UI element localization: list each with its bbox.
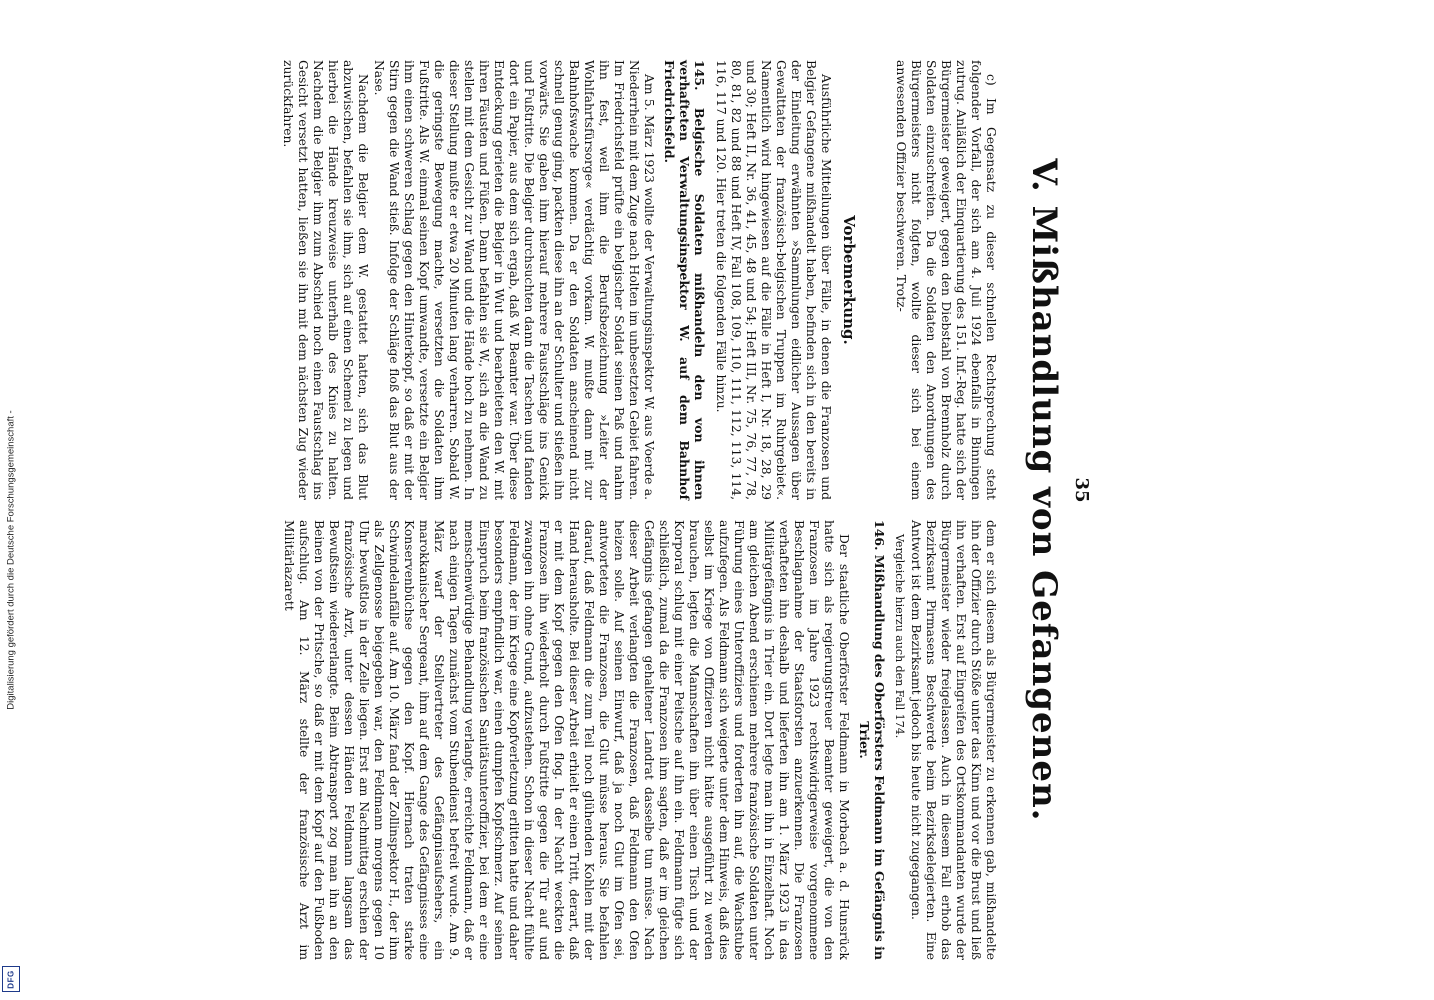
cross-reference: Vergleiche hierzu auch den Fall 174.: [893, 534, 906, 739]
chapter-title: V. Mißhandlung von Gefangenen.: [1024, 158, 1064, 822]
case-146-paragraph-1: Der staatliche Oberförster Feldmann in Morbach a. d. Hunsrück hatte sich als regierungstreuer Beamter geweigert, die von den Franzosen im Jahre 1923 rechtswidrigerweise vorgenommene Beschlagnahme der Staatsforsten anzuerkennen. Die Franzosen verhafteten ihn deshalb und lieferten ihn am 1. März 1923 in das Militärgefängnis in Trier ein. Dort legte man ihn in Einzelhaft. Noch am gleichen Abend erschienen mehrere französische Soldaten unter Führung eines Unteroffiziers und forderten ihn auf, die Wachstube aufzufegen. Als Feldmann sich weigerte unter dem Hinweis, daß dies selbst im Kriege von Offizieren nicht hätte ausgeführt zu werden brauchen, legten die Mannschaften ihn über einen Tisch und der Korporal schlug mit einer Peitsche auf ihn ein. Feldmann fügte sich schließlich, zumal da die Franzosen ihm sagten, daß er im gleichen Gefängnis gefangen gehaltener Landrat dasselbe tun müsse. Nach dieser Arbeit verlangten die Franzosen, daß Feldmann den Ofen heizen solle. Auf seinen Einwurf, daß ja noch Glut im Ofen sei, antworteten die Franzosen, die Glut müsse heraus. Sie befahlen darauf, daß Feldmann die zum Teil noch glühenden Kohlen mit der Hand herausholte. Bei dieser Arbeit erhielt er einen Tritt, derart, daß er mit dem Kopf gegen den Ofen flog. In der Nacht weckten die Franzosen ihn wiederholt durch Fußtritte gegen die Tür auf und zwangen ihn ohne Grund, aufzustehen. Schon in dieser Nacht fühlte Feldmann, der im Kriege eine Kopfverletzung erlitten hatte und daher besonders empfindlich war, einen dumpfen Kopfschmerz. Auf seinen Einspruch beim französischen Sanitätsunteroffizier, bei dem er eine menschenwürdige Behandlung verlangte, erreichte Feldmann, daß er nach einigen Tagen zunächst vom Stubendienst befreit wurde. Am 9. März warf der Stellvertreter des Gefängnisaufsehers, ein marokkanischer Sergeant, ihm auf dem Gange des Gefängnisses eine Konservenbüchse gegen den Kopf. Hiernach traten starke Schwindelanfälle auf. Am 10. März fand der Zollinspektor H., der ihm als Zellgenosse beigegeben war, den Feldmann morgens gegen 10 Uhr bewußtlos in der Zelle liegen. Erst am Nachmittag erschien der französische Arzt, unter dessen Händen Feldmann langsam das Bewußtsein wiedererlangte. Beim Abtransport zog man ihn an den Beinen von der Pritsche, so daß er mit dem Kopf auf den Fußboden aufschlug. Am 12. März stellte der französische Arzt im Militärlazarett: [282, 520, 851, 960]
case-145-paragraph-1: Am 5. März 1923 wollte der Verwaltungsinspektor W. aus Voerde a. Niederrhein mit dem Zuge nach Holten im unbesetzten Gebiet fahren. Im Friedrichsfeld prüfte ein belgischer Soldat seinen Paß und nahm ihn fest, weil ihm die Berufsbezeichnung »Leiter der Wohlfahrtsfürsorge« verdächtig vorkam. W. mußte dann mit zur Bahnhofswache kommen. Da er den Soldaten anscheinend nicht schnell genug ging, packten diese ihn an der Schulter und stießen ihn vorwärts. Sie gaben ihm hierauf mehrere Faustschläge ins Genick und Fußtritte. Die Belgier durchsuchten dann die Taschen und fanden dort ein Papier, aus dem sich ergab, daß W. Beamter war. Über diese Entdeckung gerieten die Belgier in Wut und bearbeiteten den W. mit ihren Fäusten und Füßen. Dann befahlen sie W., sich an die Wand zu stellen mit dem Gesicht zur Wand und die Hände hoch zu nehmen. In dieser Stellung mußte er etwa 20 Minuten lang verharren. Sobald W. die geringste Bewegung machte, versetzten die Soldaten ihm Fußtritte. Als W. einmal seinen Kopf umwandte, versetzte ein Belgier ihm einen schweren Schlag gegen den Hinterkopf, so daß er mit der Stirn gegen die Wand stieß. Infolge der Schläge floß das Blut aus der Nase.: [372, 60, 656, 500]
left-column-top: [892, 60, 998, 500]
case-145-heading: 145. Belgische Soldaten mißhandeln den von ihnen verhafteten Verwaltungsinspektor W. auf dem Bahnhof Friedrichsfeld.: [662, 60, 707, 500]
paragraph-c: c) Im Gegensatz zu dieser schnellen Rechtsprechung steht folgender Vorfall, der sich am 4. Juli 1924 ebenfalls in Binningen zutrug. Anläßlich der Einquartierung des 151. Inf.-Reg. hatte sich der Bürgermeister geweigert, gegen den Diebstahl von Brennholz durch Soldaten einzuschreiten. Da die Soldaten den Anordnungen des Bürgermeisters nicht folgten, wollte dieser sich bei einem anwesenden Offizier beschweren. Trotz-: [894, 60, 998, 500]
continued-paragraph: dem er sich diesem als Bürgermeister zu erkennen gab, mißhandelte ihn der Offizier durch Stöße unter das Kinn und vor die Brust und ließ ihn verhaften. Erst auf Eingreifen des Ortskommandanten wurde der Bürgermeister wieder freigelassen. Auch in diesem Fall erhob das Bezirksamt Pirmasens Beschwerde beim Bezirksdelegierten. Eine Antwort ist dem Bezirksamt jedoch bis heute nicht zugegangen.: [909, 520, 998, 960]
case-146-heading: 146. Mißhandlung des Oberförsters Feldmann im Gefängnis in Trier.: [857, 520, 887, 961]
funding-credit: Digitalisierung gefördert durch die Deutsche Forschungsgemeinschaft -: [5, 410, 17, 710]
dfg-logo: [2, 966, 20, 992]
case-145-paragraph-2: Nachdem die Belgier dem W. gestattet hatten, sich das Blut abzuwischen, befahlen sie ihm, sich auf einen Schemel zu legen und hierbei die Hände kreuzweise unterhalb des Knies zu halten. Nachdem die Belgier ihm zum Abschied noch einen Faustschlag ins Gesicht versetzt hatten, ließen sie ihn mit dem nächsten Zug wieder zurückfahren.: [281, 60, 370, 500]
dfg-logo-text: DFG: [6, 969, 16, 989]
rotated-page: [152, 20, 1092, 960]
right-column: [280, 520, 998, 960]
page-number: 35: [1071, 477, 1092, 503]
footer: [0, 0, 22, 1000]
vorbemerkung-text: Ausführliche Mitteilungen über Fälle, in denen die Franzosen und Belgier Gefangene mißhandelt haben, befinden sich in den bereits in der Einleitung erwähnten »Sammlungen eidlicher Aussagen über Gewalttaten der französisch-belgischen Truppen im Ruhrgebiet«. Namentlich wird hingewiesen auf die Fälle in Heft I, Nr. 18, 28, 29 und 30; Heft II, Nr. 36, 41, 45, 48 und 54; Heft III, Nr. 75, 76, 77, 78, 80, 81, 82 und 88 und Heft IV, Fall 108, 109, 110, 111, 112, 113, 114, 116, 117 und 120. Hier treten die folgenden Fälle hinzu.: [714, 60, 833, 500]
vorbemerkung-heading: Vorbemerkung.: [840, 215, 858, 345]
left-column: [279, 60, 862, 500]
